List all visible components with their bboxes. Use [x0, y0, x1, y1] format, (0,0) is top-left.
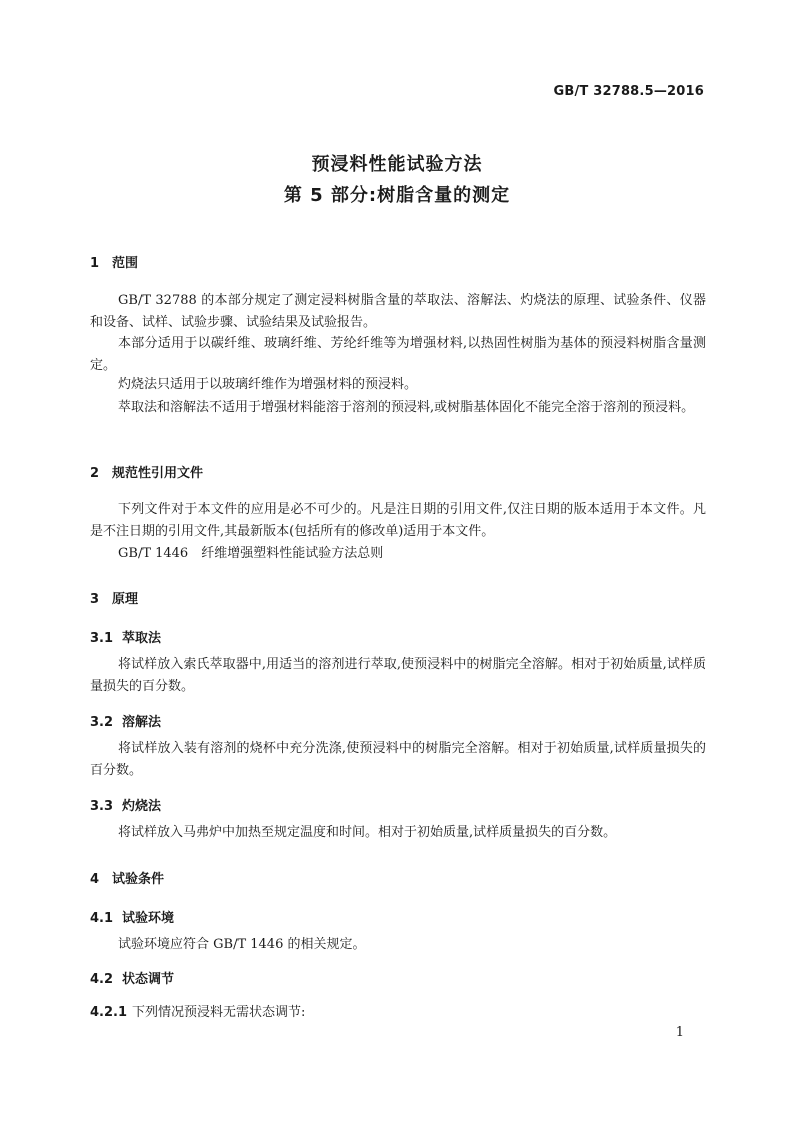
- section-title: 规范性引用文件: [112, 466, 204, 481]
- subsection-number: 4.1: [90, 911, 114, 926]
- clause-text: 下列情况预浸料无需状态调节:: [132, 1005, 306, 1020]
- subsection-number: 3.3: [90, 799, 114, 814]
- section-number: 2: [90, 466, 100, 481]
- section-title: 范围: [112, 256, 139, 271]
- page-number: 1: [675, 1025, 684, 1040]
- subsection-heading-3-3: [90, 795, 161, 814]
- clause-number: 4.2.1: [90, 1005, 128, 1020]
- document-subtitle: 第 5 部分:树脂含量的测定: [283, 185, 511, 206]
- subsection-heading-4-1: [90, 907, 174, 926]
- subsection-heading-3-1: [90, 627, 161, 646]
- subsection-title: 萃取法: [122, 631, 162, 646]
- paragraph: 将试样放入马弗炉中加热至规定温度和时间。相对于初始质量,试样质量损失的百分数。: [118, 825, 617, 840]
- clause-4-2-1: [90, 1001, 305, 1020]
- document-title: 预浸料性能试验方法: [311, 154, 483, 175]
- standard-number: GB/T 32788.5—2016: [553, 84, 704, 99]
- subsection-title: 灼烧法: [122, 799, 162, 814]
- section-heading-1: [90, 252, 138, 271]
- subsection-heading-3-2: [90, 711, 161, 730]
- subsection-heading-4-2: [90, 968, 174, 987]
- subsection-title: 试验环境: [122, 911, 175, 926]
- paragraph: GB/T 32788 的本部分规定了测定浸料树脂含量的萃取法、溶解法、灼烧法的原理、试验条件、仪器和设备、试样、试验步骤、试验结果及试验报告。: [90, 293, 706, 330]
- subsection-title: 状态调节: [122, 972, 175, 987]
- paragraph: 下列文件对于本文件的应用是必不可少的。凡是注日期的引用文件,仅注日期的版本适用于本文件。凡是不注日期的引用文件,其最新版本(包括所有的修改单)适用于本文件。: [90, 502, 706, 539]
- subsection-title: 溶解法: [122, 715, 162, 730]
- section-heading-2: [90, 462, 203, 481]
- subsection-number: 4.2: [90, 972, 114, 987]
- section-number: 3: [90, 592, 100, 607]
- section-heading-3: [90, 588, 138, 607]
- section-number: 4: [90, 872, 100, 887]
- subsection-number: 3.1: [90, 631, 114, 646]
- subsection-number: 3.2: [90, 715, 114, 730]
- normative-reference: GB/T 1446 纤维增强塑料性能试验方法总则: [118, 546, 384, 561]
- section-number: 1: [90, 256, 100, 271]
- paragraph: 将试样放入装有溶剂的烧杯中充分洗涤,使预浸料中的树脂完全溶解。相对于初始质量,试样质量损失的百分数。: [90, 741, 706, 778]
- paragraph: 试验环境应符合 GB/T 1446 的相关规定。: [118, 937, 366, 952]
- paragraph: 灼烧法只适用于以玻璃纤维作为增强材料的预浸料。: [118, 377, 418, 392]
- paragraph: 本部分适用于以碳纤维、玻璃纤维、芳纶纤维等为增强材料,以热固性树脂为基体的预浸料树脂含量测定。: [90, 336, 706, 373]
- section-heading-4: [90, 868, 164, 887]
- section-title: 原理: [112, 592, 139, 607]
- paragraph: 萃取法和溶解法不适用于增强材料能溶于溶剂的预浸料,或树脂基体固化不能完全溶于溶剂的预浸料。: [118, 400, 695, 415]
- paragraph: 将试样放入索氏萃取器中,用适当的溶剂进行萃取,使预浸料中的树脂完全溶解。相对于初始质量,试样质量损失的百分数。: [90, 657, 706, 694]
- section-title: 试验条件: [112, 872, 165, 887]
